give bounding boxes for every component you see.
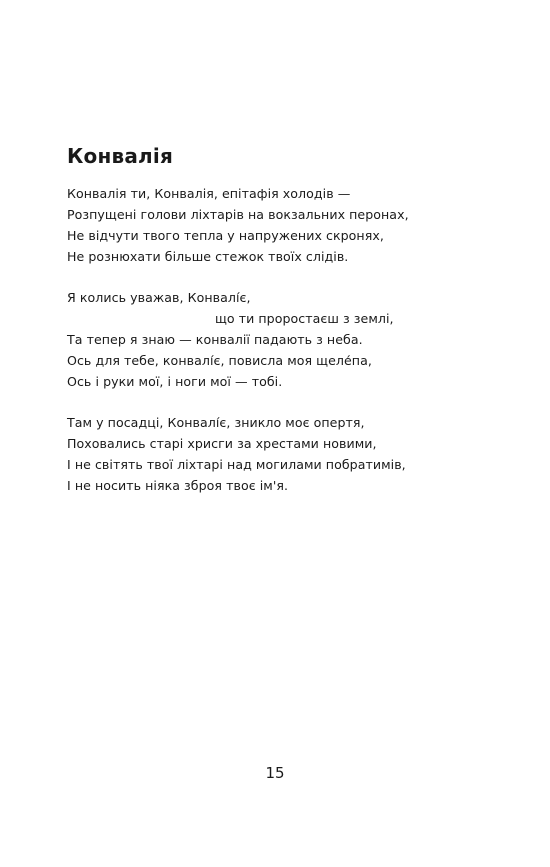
stanza-2 xyxy=(67,287,507,392)
poem-line: Ось і руки мої, і ноги мої — тобі. xyxy=(67,374,283,389)
poem-line: Не рознюхати більше стежок твоїх слідів. xyxy=(67,249,349,264)
poem-line: Не відчути твого тепла у напружених скронях, xyxy=(67,228,384,243)
poem-line: Та тепер я знаю — конвалії падають з неба. xyxy=(67,332,363,347)
poem-body xyxy=(67,183,507,516)
poem-line: І не носить ніяка зброя твоє ім'я. xyxy=(67,478,289,493)
stanza-1 xyxy=(67,183,507,267)
poem-line: І не світять твої ліхтарі над могилами побратимів, xyxy=(67,457,406,472)
poem-line-indented: що ти проростаєш з землі, xyxy=(215,311,394,326)
poem-line: Розпущені голови ліхтарів на вокзальних перонах, xyxy=(67,207,409,222)
poem-line: Ось для тебе, конвалі́є, повисла моя щеле́па, xyxy=(67,353,372,368)
poem-line: Поховались старі хрисги за хрестами новими, xyxy=(67,436,377,451)
poem-line: Там у посадці, Конвалі́є, зникло моє опертя, xyxy=(67,415,365,430)
poem-title: Конвалія xyxy=(67,144,174,168)
poem-line: Конвалія ти, Конвалія, епітафія холодів — xyxy=(67,186,351,201)
poem-line: Я колись уважав, Конвалі́є, xyxy=(67,290,251,305)
page-number: 15 xyxy=(265,764,285,782)
stanza-3 xyxy=(67,412,507,496)
